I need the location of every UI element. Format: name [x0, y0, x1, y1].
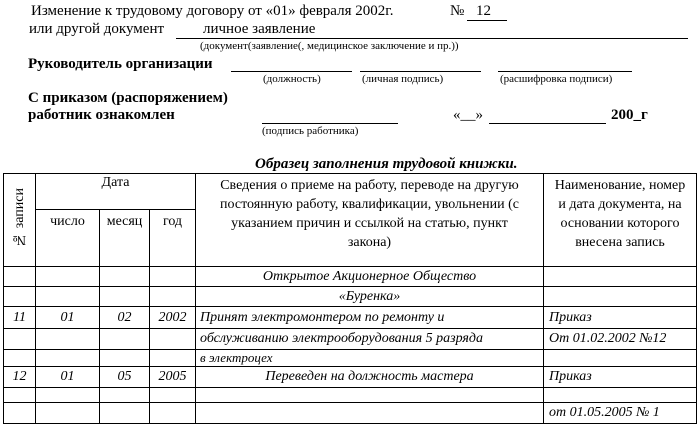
day-cell: 01 [36, 367, 100, 388]
info-cell: Переведен на должность мастера [196, 367, 544, 388]
day-cell: 01 [36, 307, 100, 329]
signature-underline [360, 71, 481, 72]
document-cell: от 01.05.2005 № 1 [544, 403, 697, 424]
info-cell [196, 403, 544, 424]
month-cell [100, 287, 150, 307]
month-cell [100, 267, 150, 287]
month-cell: 05 [100, 367, 150, 388]
month-cell [100, 403, 150, 424]
year-cell [150, 267, 196, 287]
document-underline [176, 38, 688, 39]
date-header: Дата [36, 174, 196, 210]
record-number-cell [4, 267, 36, 287]
year-cell [150, 329, 196, 350]
record-number-cell: 12 [4, 367, 36, 388]
order-label-line2: работник ознакомлен [28, 107, 175, 123]
document-cell: Приказ [544, 307, 697, 329]
document-cell [544, 287, 697, 307]
info-cell: «Буренка» [196, 287, 544, 307]
decoding-caption: (расшифровка подписи) [500, 73, 613, 85]
work-record-table [3, 173, 697, 424]
record-number-cell [4, 403, 36, 424]
info-header: Сведения о приеме на работу, переводе на другую постоянную работу, квалификации, увольнении (с указанием причин и ссылкой на статью, пункт закона) [196, 174, 544, 267]
record-number-header-text: № записи [11, 188, 27, 247]
document-cell: От 01.02.2002 №12 [544, 329, 697, 350]
month-cell: 02 [100, 307, 150, 329]
document-header: Наименование, номер и дата документа, на основании которого внесена запись [544, 174, 697, 267]
year-cell [150, 388, 196, 403]
day-cell [36, 287, 100, 307]
year-header: год [150, 210, 196, 267]
signature-caption: (личная подпись) [362, 73, 444, 85]
record-number-cell: 11 [4, 307, 36, 329]
record-number-cell [4, 287, 36, 307]
contract-change-line [31, 3, 393, 20]
table-row [4, 287, 697, 307]
table-row [4, 329, 697, 350]
month-cell [100, 388, 150, 403]
year-cell [150, 287, 196, 307]
number-value: 12 [476, 3, 491, 19]
position-underline [231, 71, 352, 72]
day-cell [36, 403, 100, 424]
table-row [4, 403, 697, 424]
document-caption: (документ(заявление(, медицинское заключение и пр.)) [200, 40, 459, 52]
year-cell: 2002 [150, 307, 196, 329]
employee-signature-caption: (подпись работника) [262, 125, 359, 137]
order-label-line1: С приказом (распоряжением) [28, 90, 228, 106]
info-cell: Открытое Акционерное Общество [196, 267, 544, 287]
document-cell [544, 388, 697, 403]
date-day-placeholder: «__» [453, 107, 483, 123]
year-cell: 2005 [150, 367, 196, 388]
document-cell [544, 267, 697, 287]
number-underline [467, 20, 507, 21]
document-cell [544, 350, 697, 367]
month-header: месяц [100, 210, 150, 267]
day-cell [36, 350, 100, 367]
table-row [4, 307, 697, 329]
position-caption: (должность) [263, 73, 321, 85]
other-document-label: или другой документ [29, 21, 165, 37]
month-cell [100, 350, 150, 367]
record-number-cell [4, 350, 36, 367]
year-suffix: 200_г [611, 107, 648, 123]
employee-signature-underline [262, 123, 398, 124]
document-cell: Приказ [544, 367, 697, 388]
info-cell [196, 388, 544, 403]
record-number-header [4, 174, 36, 267]
day-cell [36, 267, 100, 287]
year-cell [150, 350, 196, 367]
day-header: число [36, 210, 100, 267]
info-cell: в электроцех [196, 350, 544, 367]
table-row [4, 367, 697, 388]
contract-change-text: Изменение к трудовому договору от «01» февраля 2002г. [31, 3, 394, 19]
info-cell: Принят электромонтером по ремонту и [196, 307, 544, 329]
info-cell: обслуживанию электрооборудования 5 разряда [196, 329, 544, 350]
record-number-cell [4, 329, 36, 350]
manager-label: Руководитель организации [28, 56, 213, 72]
date-month-underline [489, 123, 606, 124]
day-cell [36, 329, 100, 350]
decoding-underline [498, 71, 632, 72]
number-label: № [450, 3, 465, 19]
table-row [4, 350, 697, 367]
month-cell [100, 329, 150, 350]
year-cell [150, 403, 196, 424]
document-value: личное заявление [203, 21, 316, 37]
table-title: Образец заполнения трудовой книжки. [255, 156, 518, 172]
table-row [4, 267, 697, 287]
table-row [4, 388, 697, 403]
day-cell [36, 388, 100, 403]
record-number-cell [4, 388, 36, 403]
